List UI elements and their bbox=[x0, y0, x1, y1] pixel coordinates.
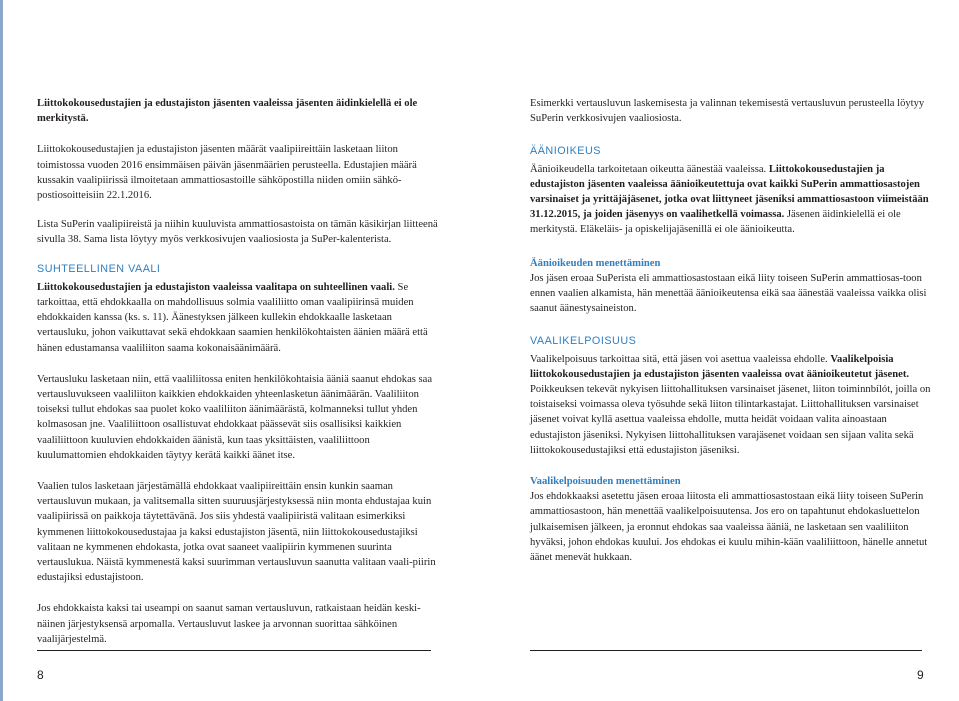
footer-rule-left bbox=[37, 650, 431, 651]
voting-right-text bbox=[530, 162, 934, 238]
left-paragraph-results: Vaalien tulos lasketaan järjestämällä ehdokkaat vaalipiireittäin ensin kunkin saaman vertausluvun mukaan, ja valitsemalla sitten suuruusjärjestyksessä niin monta ehdustajaa kuin vaalipiirissä on paikkoja täytettävänä. Jos siis yhdestä vaalipiiristä valitaan esimerkiksi kymmenen liittokokousedustajaa ja kaksi edustajiston jäsentä, niin liittokokousedustajiksi valitaan ne kymmenen ehdokasta, jotka ovat saaneet vaalipiirin kymmenen suurinta vertauslukua. Näistä kymmenestä kaksi suurimman vertausluvun saanutta valitaan vaali-piirin edustajiksi edustajistoon. bbox=[37, 481, 436, 584]
proportional-vote-text bbox=[37, 280, 441, 356]
page-number-right: 9 bbox=[917, 668, 924, 682]
left-paragraph-list: Lista SuPerin vaalipiireistä ja niihin kuuluvista ammattiosastoista on tämän käsikirjan liitteenä sivulla 38. Sama lista löytyy myös verkkosivujen vaaliosiosta ja SuPer-kalenterista. bbox=[37, 219, 438, 246]
heading-voting-right: ÄÄNIOIKEUS bbox=[530, 145, 601, 158]
footer-rule-right bbox=[530, 650, 922, 651]
voting-right-t1: Äänioikeudella tarkoitetaan oikeutta äänestää vaaleissa. bbox=[530, 163, 767, 175]
right-column bbox=[530, 96, 934, 565]
losing-vote-text: Jos jäsen eroaa SuPerista eli ammattiosastostaan eikä liity toiseen SuPerin ammattiosas-toon ennen vaalien alkamista, hän menettää äänioikeutensa eikä saa äänestää vaaleissa vaikka olisi saanut äänestysaineiston. bbox=[530, 272, 927, 315]
left-intro-bold: Liittokokousedustajien ja edustajiston jäsenten vaaleissa jäsenten äidinkielellä ei ole merkitystä. bbox=[37, 98, 418, 125]
left-paragraph-delegates: Liittokokousedustajien ja edustajiston jäsenten määrät vaalipiireittäin lasketaan liiton toimistossa vuoden 2016 ensimmäisen päivän jäsenmäärien perusteella. Edustajien määrä kussakin vaalipiirissä ilmoitetaan ammattiosastoille sähköpostilla niiden omiin sähkö-postiosoitteisiin 22.1.2016. bbox=[37, 144, 417, 202]
subheading-losing-eligibility: Vaalikelpoisuuden menettäminen bbox=[530, 476, 681, 488]
eligibility-t1: Vaalikelpoisuus tarkoittaa sitä, että jäsen voi asettua vaaleissa ehdolle. bbox=[530, 353, 828, 365]
left-column bbox=[37, 96, 441, 647]
right-intro: Esimerkki vertausluvun laskemisesta ja valinnan tekemisestä vertausluvun perusteella löytyy SuPerin verkkosivujen vaaliosiosta. bbox=[530, 98, 925, 125]
subheading-losing-vote: Äänioikeuden menettäminen bbox=[530, 257, 661, 269]
page-number-left: 8 bbox=[37, 668, 44, 682]
voting-right-bold: Liittokokousedustajien ja edustajiston jäsenten vaaleissa äänioikeutettuja ovat kaikki SuPerin ammattiosastojen varsinaiset ja yrittäjäjäsenet, jotka ovat liittyneet jäseniksi ammattiosastoon viimeistään 31.12.2015, ja joiden jäsenyys on vaalihetkellä voimassa. bbox=[530, 163, 929, 221]
left-paragraph-tie: Jos ehdokkaista kaksi tai useampi on saanut saman vertausluvun, ratkaistaan heidän keski-näinen järjestyksensä arpomalla. Vertausluvut laskee ja arvonnan suorittaa sähköinen vaalijärjestelmä. bbox=[37, 603, 421, 645]
losing-eligibility-text: Jos ehdokkaaksi asetettu jäsen eroaa liitosta eli ammattiosastostaan eikä liity toiseen SuPerin ammattiosastoon, hän menettää vaalikelpoisuutensa. Jos ero on tapahtunut ehdokasluettelon julkaisemisen jälkeen, ja eronnut ehdokas saa vaaleissa ääniä, ne lasketaan sen vaaliliiton hyväksi, johon ehdokas kuului. Jos ehdokas ei kuulu mihin-kään vaaliliittoon, hänelle annetut äänet menevät hukkaan. bbox=[530, 491, 928, 564]
proportional-vote-lead: Liittokokousedustajien ja edustajiston vaaleissa vaalitapa on suhteellinen vaali. bbox=[37, 281, 395, 293]
left-paragraph-ratio: Vertausluku lasketaan niin, että vaaliliitossa eniten henkilökohtaisia ääniä saanut ehdokas saa vertausluvukseen vaaliliiton kaikkien ehdokkaiden yhteenlasketun äänimäärän. Vaaliliiton toiseksi tullut ehdokas saa puolet koko vaaliliiton äänimäärästä, kolmanneksi tullut yhden kolmasosan jne. Vaaliliittoon osallistuvat ehdokkaat päässevät siis osallisiksi kaikkien vaaliliittoon kuuluvien ehdokkaiden äänistä, kun taas yksittäisten, vaaliliittoon kuulumattomien ehdokkaiden täytyy kerätä kaikki äänet itse. bbox=[37, 373, 433, 461]
eligibility-text bbox=[530, 352, 934, 458]
page-edge-rule bbox=[0, 0, 3, 701]
eligibility-t2: Poikkeuksen tekevät nykyisen liittohallituksen varsinaiset jäsenet, liiton toiminnbílót, joilla on toistaiseksi voimassa oleva työsuhde sekä liiton tilintarkastajat. Liittohallituksen varsinaiset jäsenet voivat kyllä asettua vaaleissa ehdolle, mutta heidät voidaan valita ainoastaan edustajiston jäseniksi. Nykyisen liittohallituksen varajäsenet voidaan sen sijaan valita sekä liittokokousedustajiksi että edustajiston jäseniksi. bbox=[530, 384, 931, 456]
eligibility-bold: Vaalikelpoisia liittokokousedustajien ja edustajiston jäsenten vaaleissa ovat äänioikeutetut jäsenet. bbox=[530, 353, 910, 380]
heading-proportional-vote: SUHTEELLINEN VAALI bbox=[37, 262, 161, 275]
heading-eligibility: VAALIKELPOISUUS bbox=[530, 335, 637, 348]
proportional-vote-body: Se tarkoittaa, että ehdokkaalla on mahdollisuus solmia vaaliliitto oman vaalipiirinsä muiden ehdokkaiden kanssa (ks. s. 11). Äänestyksen jälkeen kullekin ehdokkaalle lasketaan vertausluku, johon vaikuttavat sekä ehdokkaan saamien henkilökohtaisten äänien määrä että hänen edustamansa vaaliliiton saama kokonaisäänimäärä. bbox=[37, 281, 428, 354]
voting-right-t2: Jäsenen äidinkielellä ei ole merkitystä. Eläkeläis- ja opiskelijajäsenillä ei ole äänioikeutta. bbox=[530, 209, 901, 236]
